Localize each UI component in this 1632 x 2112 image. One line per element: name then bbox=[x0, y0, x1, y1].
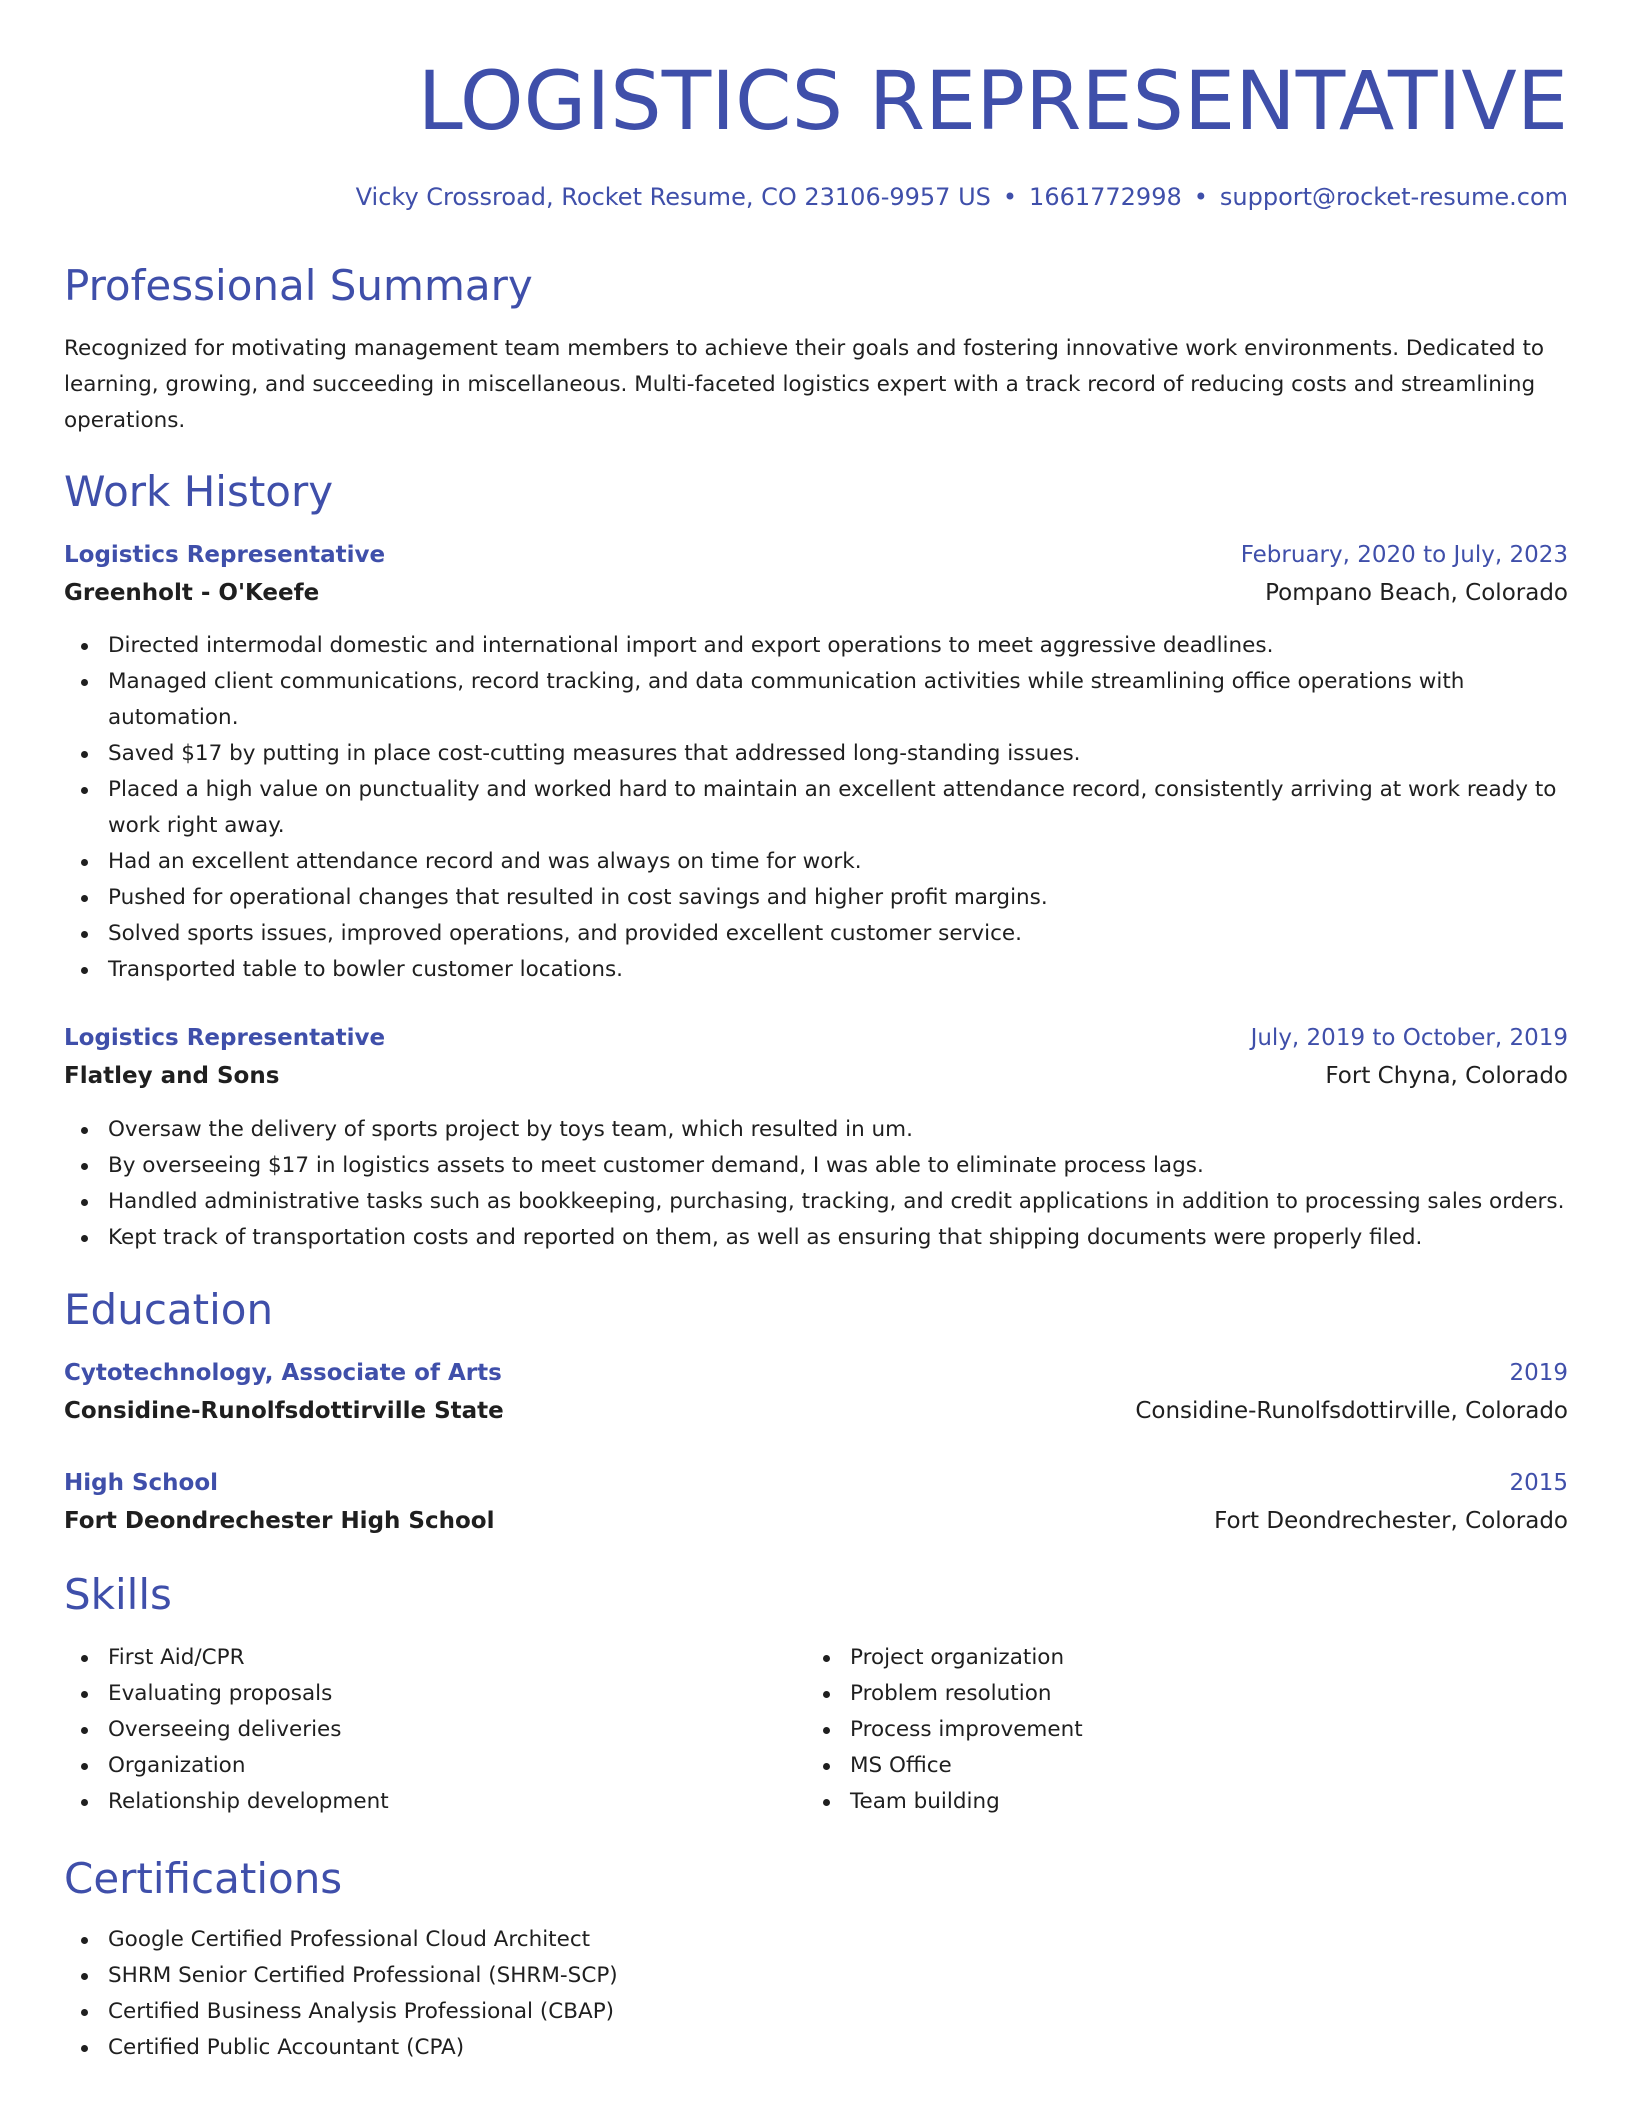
work-history-heading: Work History bbox=[64, 467, 334, 516]
job-bullet: By overseeing $17 in logistics assets to meet customer demand, I was able to eliminate process lags. bbox=[64, 1148, 1568, 1184]
skill-item: Relationship development bbox=[64, 1784, 764, 1820]
resume-page bbox=[64, 0, 1568, 2060]
contact-line bbox=[356, 182, 1568, 212]
skill-item: Overseeing deliveries bbox=[64, 1712, 764, 1748]
skill-item: First Aid/CPR bbox=[64, 1640, 764, 1676]
job-location: Fort Chyna, Colorado bbox=[1325, 1063, 1568, 1089]
job-bullet: Directed intermodal domestic and international import and export operations to meet aggressive deadlines. bbox=[64, 628, 1568, 664]
certification-item: Google Certified Professional Cloud Architect bbox=[64, 1922, 1568, 1958]
job-bullet: Saved $17 by putting in place cost-cutting measures that addressed long-standing issues. bbox=[64, 736, 1568, 772]
degree-name: High School bbox=[64, 1470, 219, 1496]
job-dates: July, 2019 to October, 2019 bbox=[1250, 1025, 1568, 1051]
job-title: Logistics Representative bbox=[64, 1025, 386, 1051]
certification-item: Certified Public Accountant (CPA) bbox=[64, 2030, 1568, 2066]
job-bullet: Had an excellent attendance record and was always on time for work. bbox=[64, 844, 1568, 880]
contact-separator: • bbox=[1002, 183, 1018, 211]
skill-item: Team building bbox=[806, 1784, 1506, 1820]
skill-item: Process improvement bbox=[806, 1712, 1506, 1748]
skill-item: Problem resolution bbox=[806, 1676, 1506, 1712]
school-location: Considine-Runolfsdottirville, Colorado bbox=[1135, 1398, 1568, 1424]
skill-item: Project organization bbox=[806, 1640, 1506, 1676]
certification-item: Certified Business Analysis Professional (CBAP) bbox=[64, 1994, 1568, 2030]
education-year: 2019 bbox=[1509, 1360, 1568, 1386]
skills-heading: Skills bbox=[64, 1570, 172, 1619]
contact-email[interactable]: support@rocket-resume.com bbox=[1219, 183, 1568, 211]
job-header bbox=[64, 536, 1568, 612]
school-name: Considine-Runolfsdottirville State bbox=[64, 1398, 504, 1424]
education-heading: Education bbox=[64, 1285, 274, 1334]
job-bullet: Solved sports issues, improved operations, and provided excellent customer service. bbox=[64, 916, 1568, 952]
skills-list-left bbox=[64, 1640, 764, 1820]
skill-item: Organization bbox=[64, 1748, 764, 1784]
job-bullets bbox=[64, 1112, 1568, 1256]
job-bullet: Kept track of transportation costs and reported on them, as well as ensuring that shipping documents were properly filed. bbox=[64, 1220, 1568, 1256]
contact-phone: 1661772998 bbox=[1029, 183, 1182, 211]
job-header bbox=[64, 1019, 1568, 1095]
certifications-list bbox=[64, 1922, 1568, 2066]
education-entry bbox=[64, 1464, 1568, 1540]
job-title: Logistics Representative bbox=[64, 542, 386, 568]
summary-heading: Professional Summary bbox=[64, 261, 533, 310]
education-entry bbox=[64, 1354, 1568, 1430]
job-bullet: Pushed for operational changes that resulted in cost savings and higher profit margins. bbox=[64, 880, 1568, 916]
school-location: Fort Deondrechester, Colorado bbox=[1214, 1508, 1568, 1534]
company-name: Greenholt - O'Keefe bbox=[64, 580, 320, 606]
job-bullet: Handled administrative tasks such as bookkeeping, purchasing, tracking, and credit applications in addition to processing sales orders. bbox=[64, 1184, 1568, 1220]
degree-name: Cytotechnology, Associate of Arts bbox=[64, 1360, 502, 1386]
job-bullet: Transported table to bowler customer locations. bbox=[64, 952, 1568, 988]
contact-separator: • bbox=[1193, 183, 1208, 211]
job-bullets bbox=[64, 628, 1568, 988]
skill-item: Evaluating proposals bbox=[64, 1676, 764, 1712]
resume-title: LOGISTICS REPRESENTATIVE bbox=[417, 55, 1568, 149]
school-name: Fort Deondrechester High School bbox=[64, 1508, 495, 1534]
job-bullet: Oversaw the delivery of sports project by toys team, which resulted in um. bbox=[64, 1112, 1568, 1148]
job-bullet: Managed client communications, record tracking, and data communication activities while streamlining office operations with automation. bbox=[64, 664, 1568, 736]
job-location: Pompano Beach, Colorado bbox=[1265, 580, 1568, 606]
job-bullet: Placed a high value on punctuality and worked hard to maintain an excellent attendance record, consistently arriving at work ready to work right away. bbox=[64, 772, 1568, 844]
education-year: 2015 bbox=[1509, 1470, 1568, 1496]
job-dates: February, 2020 to July, 2023 bbox=[1240, 542, 1568, 568]
skills-list-right bbox=[806, 1640, 1506, 1820]
company-name: Flatley and Sons bbox=[64, 1063, 280, 1089]
contact-address: Vicky Crossroad, Rocket Resume, CO 23106-9957 US bbox=[355, 183, 991, 211]
skill-item: MS Office bbox=[806, 1748, 1506, 1784]
certification-item: SHRM Senior Certified Professional (SHRM-SCP) bbox=[64, 1958, 1568, 1994]
certifications-heading: Certifications bbox=[64, 1854, 343, 1903]
summary-text: Recognized for motivating management team members to achieve their goals and fostering innovative work environments. Dedicated to learning, growing, and succeeding in miscellaneous. Multi-faceted logistics expert with a track record of reducing costs and streamlining operations. bbox=[64, 336, 1545, 433]
